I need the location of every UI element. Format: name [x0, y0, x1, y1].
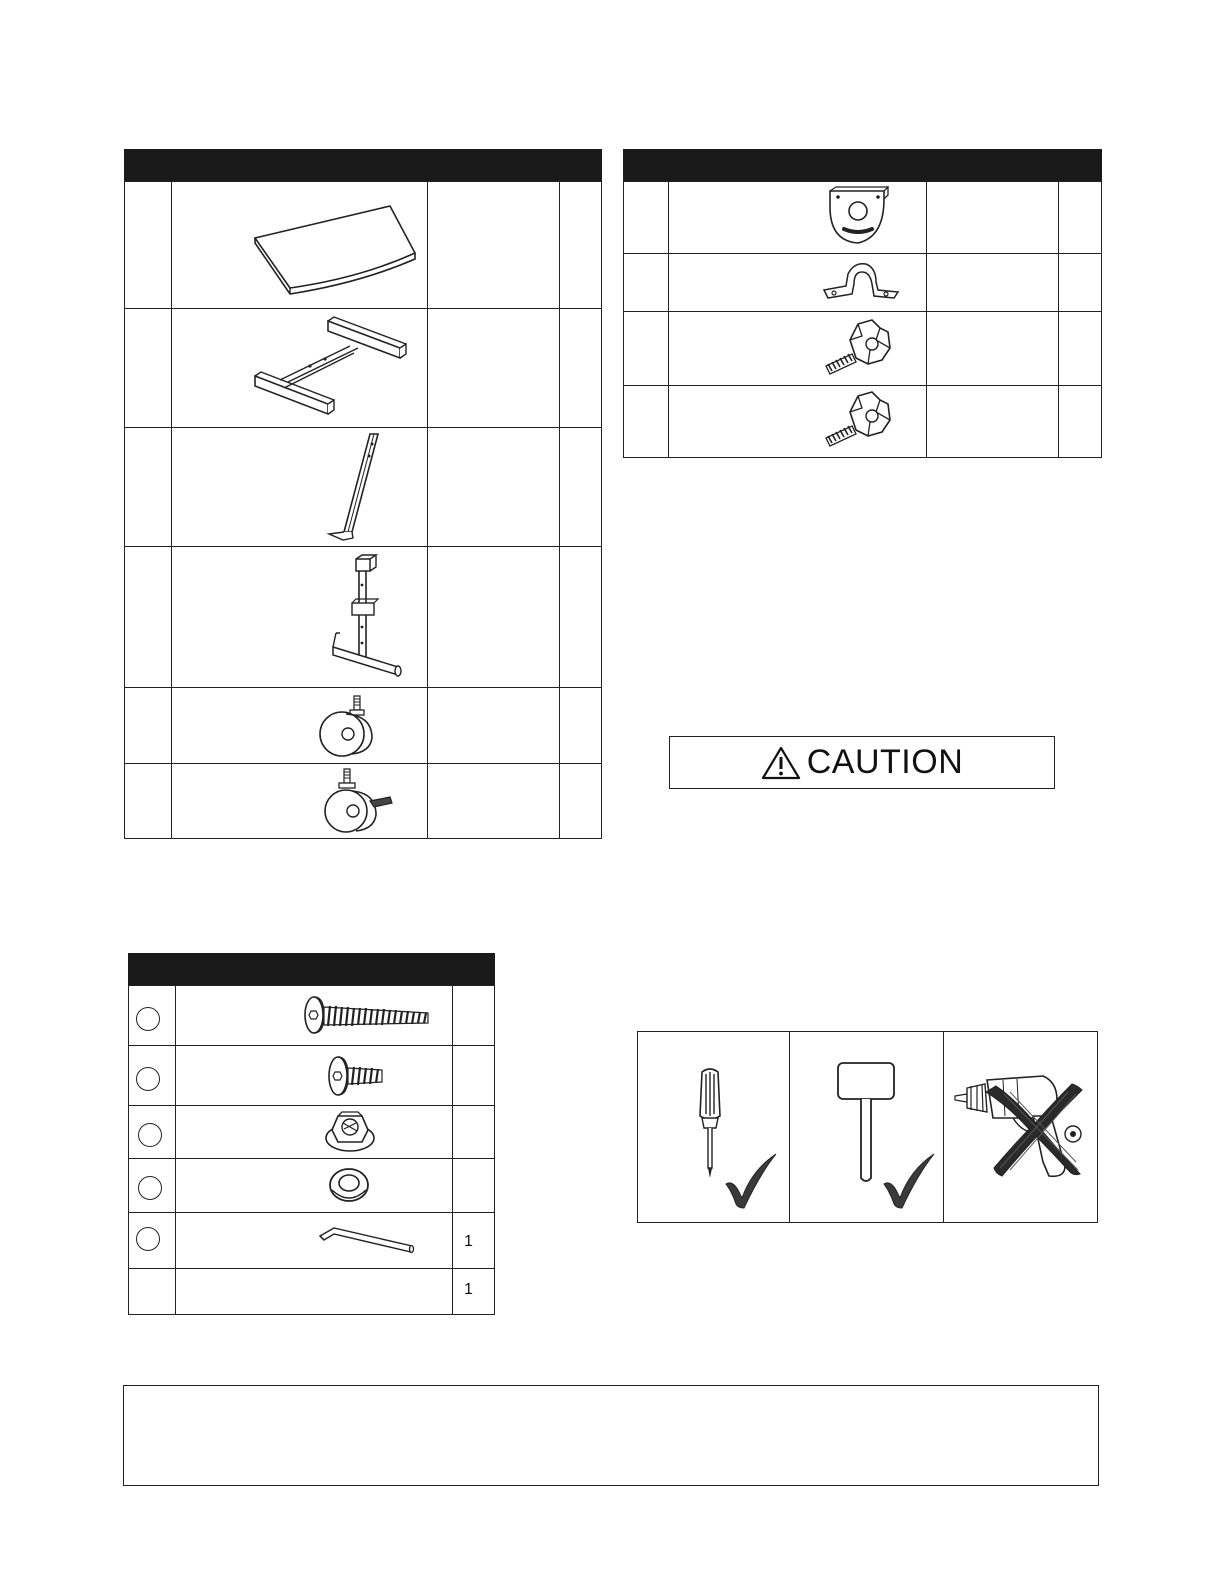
qty-last-row: 1 — [464, 1281, 473, 1298]
mounting-bracket-icon — [822, 185, 890, 249]
warning-triangle-icon — [761, 746, 801, 780]
frame-crossbar-icon — [250, 316, 415, 421]
part-letter-circle — [138, 1123, 162, 1147]
support-post-icon — [325, 432, 385, 544]
knob-screw-icon — [822, 390, 894, 448]
part-letter-circle — [138, 1176, 162, 1200]
part-letter-circle — [136, 1067, 160, 1091]
long-bolt-icon — [302, 995, 432, 1037]
caster-wheel-icon — [316, 694, 380, 758]
washer-icon — [328, 1166, 370, 1204]
table-header-bar — [128, 953, 495, 985]
table-header-bar — [623, 149, 1102, 181]
flange-nut-icon — [324, 1110, 376, 1154]
caution-box — [669, 736, 1055, 789]
note-box — [123, 1385, 1099, 1486]
check-icon — [880, 1150, 938, 1212]
leg-base-icon — [328, 555, 408, 683]
cross-icon — [982, 1080, 1090, 1178]
part-letter-circle — [136, 1007, 160, 1031]
caution-label: CAUTION — [806, 743, 964, 781]
allen-key-icon — [316, 1226, 416, 1256]
pipe-clamp-icon — [820, 260, 900, 304]
short-bolt-icon — [326, 1054, 386, 1098]
qty-allen-key: 1 — [464, 1233, 473, 1250]
table-header-bar — [124, 149, 602, 181]
desktop-panel-icon — [250, 203, 420, 298]
locking-caster-icon — [320, 767, 395, 835]
check-icon — [722, 1150, 780, 1212]
knob-screw-icon — [822, 318, 894, 376]
part-letter-circle — [136, 1227, 160, 1251]
